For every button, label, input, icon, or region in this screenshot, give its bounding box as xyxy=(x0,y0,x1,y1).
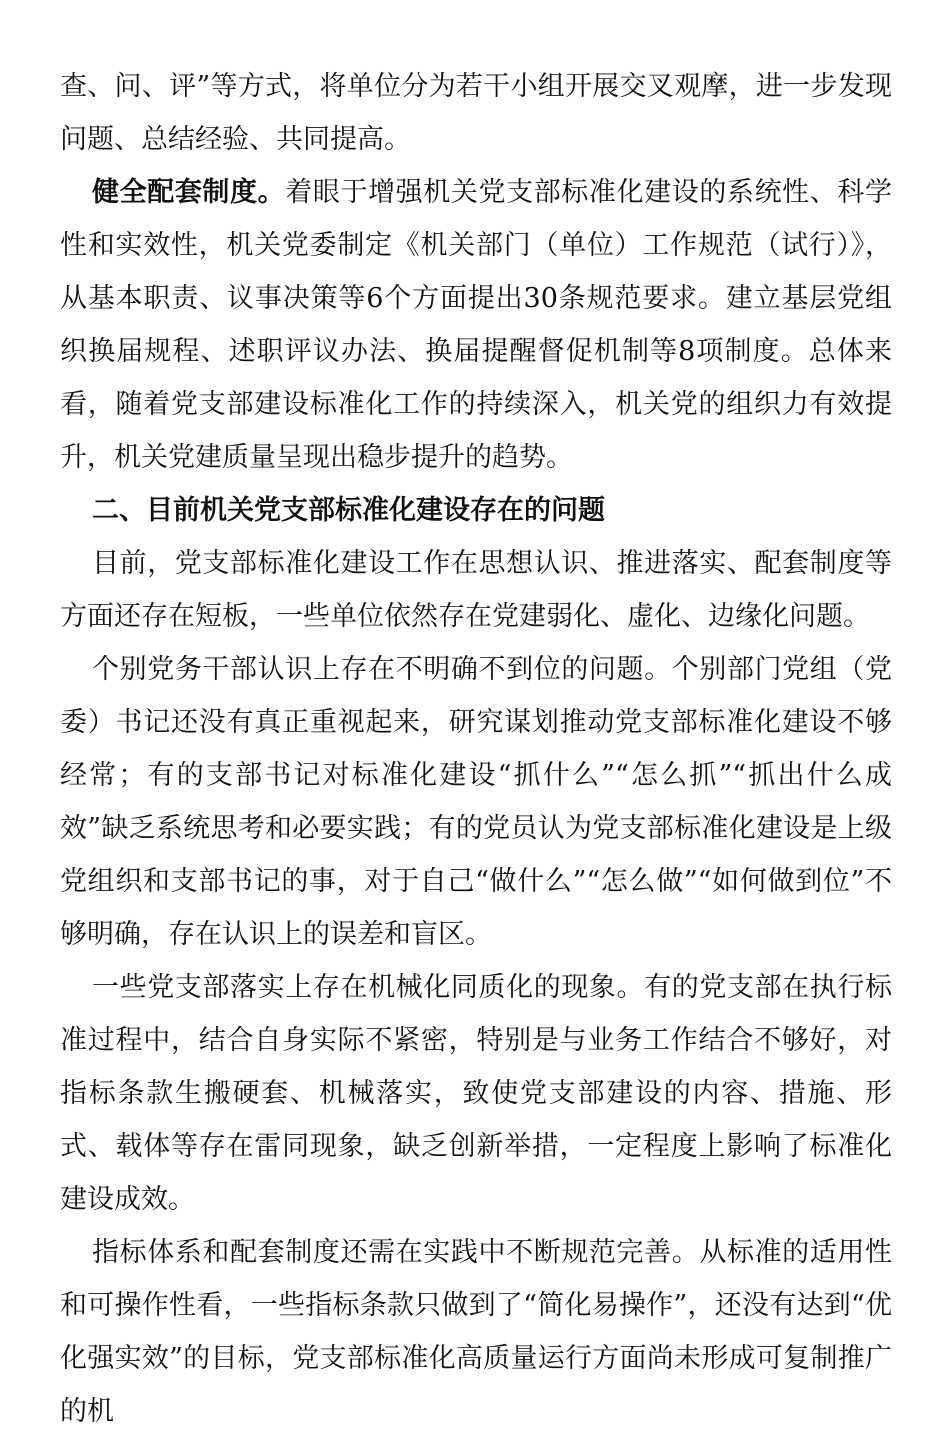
section-heading: 二、目前机关党支部标准化建设存在的问题 xyxy=(92,495,605,526)
paragraph-issue-system-improvement: 指标体系和配套制度还需在实践中不断规范完善。从标准的适用性和可操作性看，一些指标条款只做到了“简化易操作”，还没有达到“优化强实效”的目标，党支部标准化高质量运行方面尚未形成可复制推广的机 xyxy=(60,1237,892,1427)
paragraph-body-text: 着眼于增强机关党支部标准化建设的系统性、科学性和实效性，机关党委制定《机关部门（单位）工作规范（试行）》，从基本职责、议事决策等6个方面提出30条规范要求。建立基层党组织换届规程、述职评议办法、换届提醒督促机制等8项制度。总体来看，随着党支部建设标准化工作的持续深入，机关党的组织力有效提升，机关党建质量呈现出稳步提升的趋势。 xyxy=(60,177,892,473)
paragraph-issue-homogenization: 一些党支部落实上存在机械化同质化的现象。有的党支部在执行标准过程中，结合自身实际不紧密，特别是与业务工作结合不够好，对指标条款生搬硬套、机械落实，致使党支部建设的内容、措施、形式、载体等存在雷同现象，缺乏创新举措，一定程度上影响了标准化建设成效。 xyxy=(60,972,892,1215)
document-body xyxy=(60,60,892,1438)
paragraph-issue-awareness: 个别党务干部认识上存在不明确不到位的问题。个别部门党组（党委）书记还没有真正重视起来，研究谋划推动党支部标准化建设不够经常；有的支部书记对标准化建设“抓什么”“怎么抓”“抓出什么成效”缺乏系统思考和必要实践；有的党员认为党支部标准化建设是上级党组织和支部书记的事，对于自己“做什么”“怎么做”“如何做到位”不够明确，存在认识上的误差和盲区。 xyxy=(60,654,892,950)
paragraph-supporting-system xyxy=(60,166,892,484)
paragraph-continuation: 查、问、评”等方式，将单位分为若干小组开展交叉观摩，进一步发现问题、总结经验、共同提高。 xyxy=(60,71,892,155)
paragraph-overview: 目前，党支部标准化建设工作在思想认识、推进落实、配套制度等方面还存在短板，一些单位依然存在党建弱化、虚化、边缘化问题。 xyxy=(60,548,892,632)
paragraph-lead-bold: 健全配套制度。 xyxy=(92,177,286,208)
